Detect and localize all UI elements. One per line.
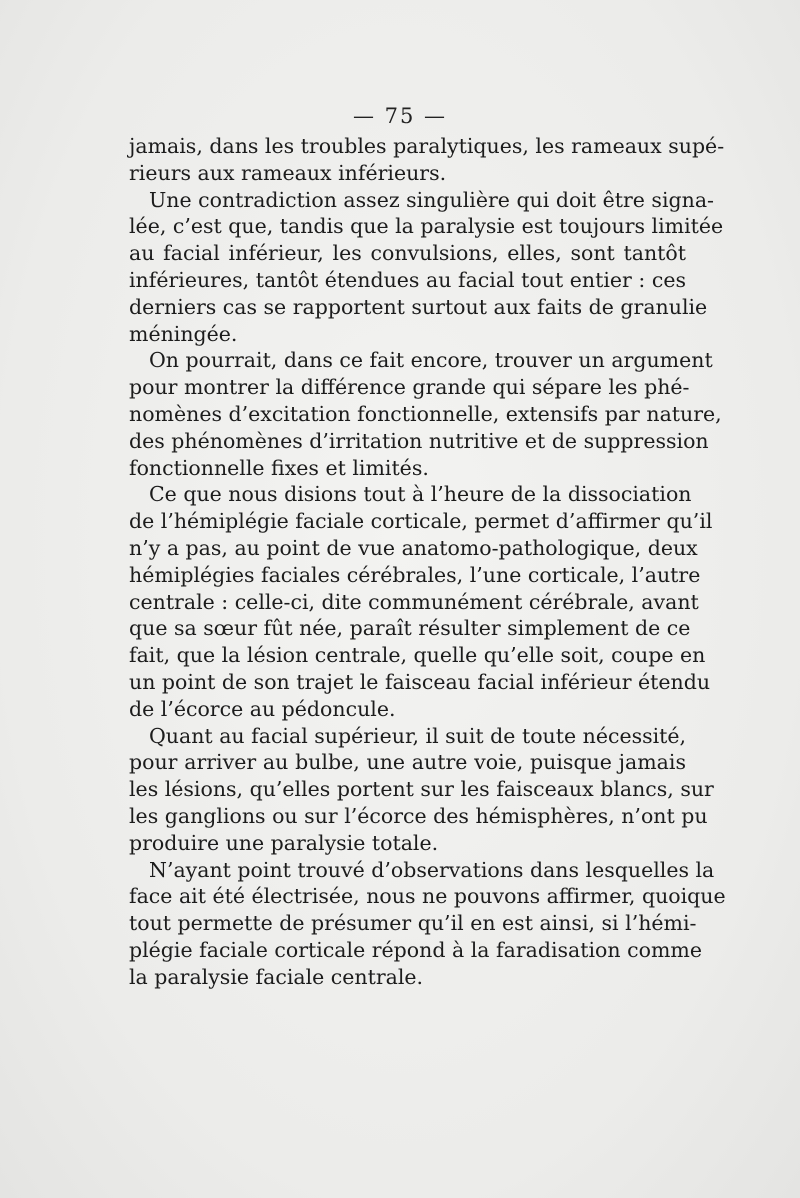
text-line: que sa sœur fût née, paraît résulter simplement de ce	[129, 616, 691, 641]
text-line: On pourrait, dans ce fait encore, trouver un argument	[149, 348, 713, 373]
text-line: Une contradiction assez singulière qui doit être signa-	[149, 187, 714, 212]
text-line: lée, c’est que, tandis que la paralysie est toujours limitée	[129, 214, 724, 239]
text-line: face ait été électrisée, nous ne pouvons affirmer, quoique	[129, 884, 726, 909]
paragraph-5	[129, 723, 714, 857]
text-line: pour montrer la différence grande qui sépare les phé-	[129, 375, 690, 400]
text-line: Ce que nous disions tout à l’heure de la dissociation	[149, 482, 692, 507]
text-line: les lésions, qu’elles portent sur les faisceaux blancs, sur	[129, 777, 714, 802]
text-line: rieurs aux rameaux inférieurs.	[129, 160, 447, 185]
text-line: fonctionnelle fixes et limités.	[129, 455, 429, 480]
paragraph-1	[129, 133, 725, 187]
paragraph-4	[129, 481, 713, 722]
text-line: des phénomènes d’irritation nutritive et de suppression	[129, 428, 709, 453]
text-line: hémiplégies faciales cérébrales, l’une corticale, l’autre	[129, 562, 701, 587]
text-line: pour arriver au bulbe, une autre voie, puisque jamais	[129, 750, 686, 775]
text-line: les ganglions ou sur l’écorce des hémisphères, n’ont pu	[129, 803, 708, 828]
text-line: fait, que la lésion centrale, quelle qu’elle soit, coupe en	[129, 643, 706, 668]
text-line: inférieures, tantôt étendues au facial tout entier : ces	[129, 267, 686, 292]
text-line: produire une paralysie totale.	[129, 830, 439, 855]
page-number: — 75 —	[352, 104, 448, 128]
text-line: centrale : celle-ci, dite communément cérébrale, avant	[129, 589, 699, 614]
text-line: au facial inférieur, les convulsions, elles, sont tantôt	[129, 241, 686, 266]
paragraph-3	[129, 347, 722, 481]
paragraph-6	[129, 857, 726, 991]
text-line: de l’écorce au pédoncule.	[129, 696, 396, 721]
text-line: N’ayant point trouvé d’observations dans lesquelles la	[149, 857, 715, 882]
body-text	[129, 133, 726, 991]
text-line: de l’hémiplégie faciale corticale, permet d’affirmer qu’il	[129, 509, 713, 534]
text-line: méningée.	[129, 321, 238, 346]
text-line: un point de son trajet le faisceau facial inférieur étendu	[129, 669, 711, 694]
text-line: la paralysie faciale centrale.	[129, 964, 424, 989]
text-line: n’y a pas, au point de vue anatomo-pathologique, deux	[129, 535, 698, 560]
text-line: nomènes d’excitation fonctionnelle, extensifs par nature,	[129, 401, 722, 426]
text-line: Quant au facial supérieur, il suit de toute nécessité,	[149, 723, 687, 748]
text-line: jamais, dans les troubles paralytiques, les rameaux supé-	[129, 134, 725, 158]
text-line: derniers cas se rapportent surtout aux faits de granulie	[129, 294, 708, 319]
text-line: plégie faciale corticale répond à la faradisation comme	[129, 937, 702, 962]
text-line: tout permette de présumer qu’il en est ainsi, si l’hémi-	[129, 911, 697, 936]
paragraph-2	[129, 187, 724, 348]
